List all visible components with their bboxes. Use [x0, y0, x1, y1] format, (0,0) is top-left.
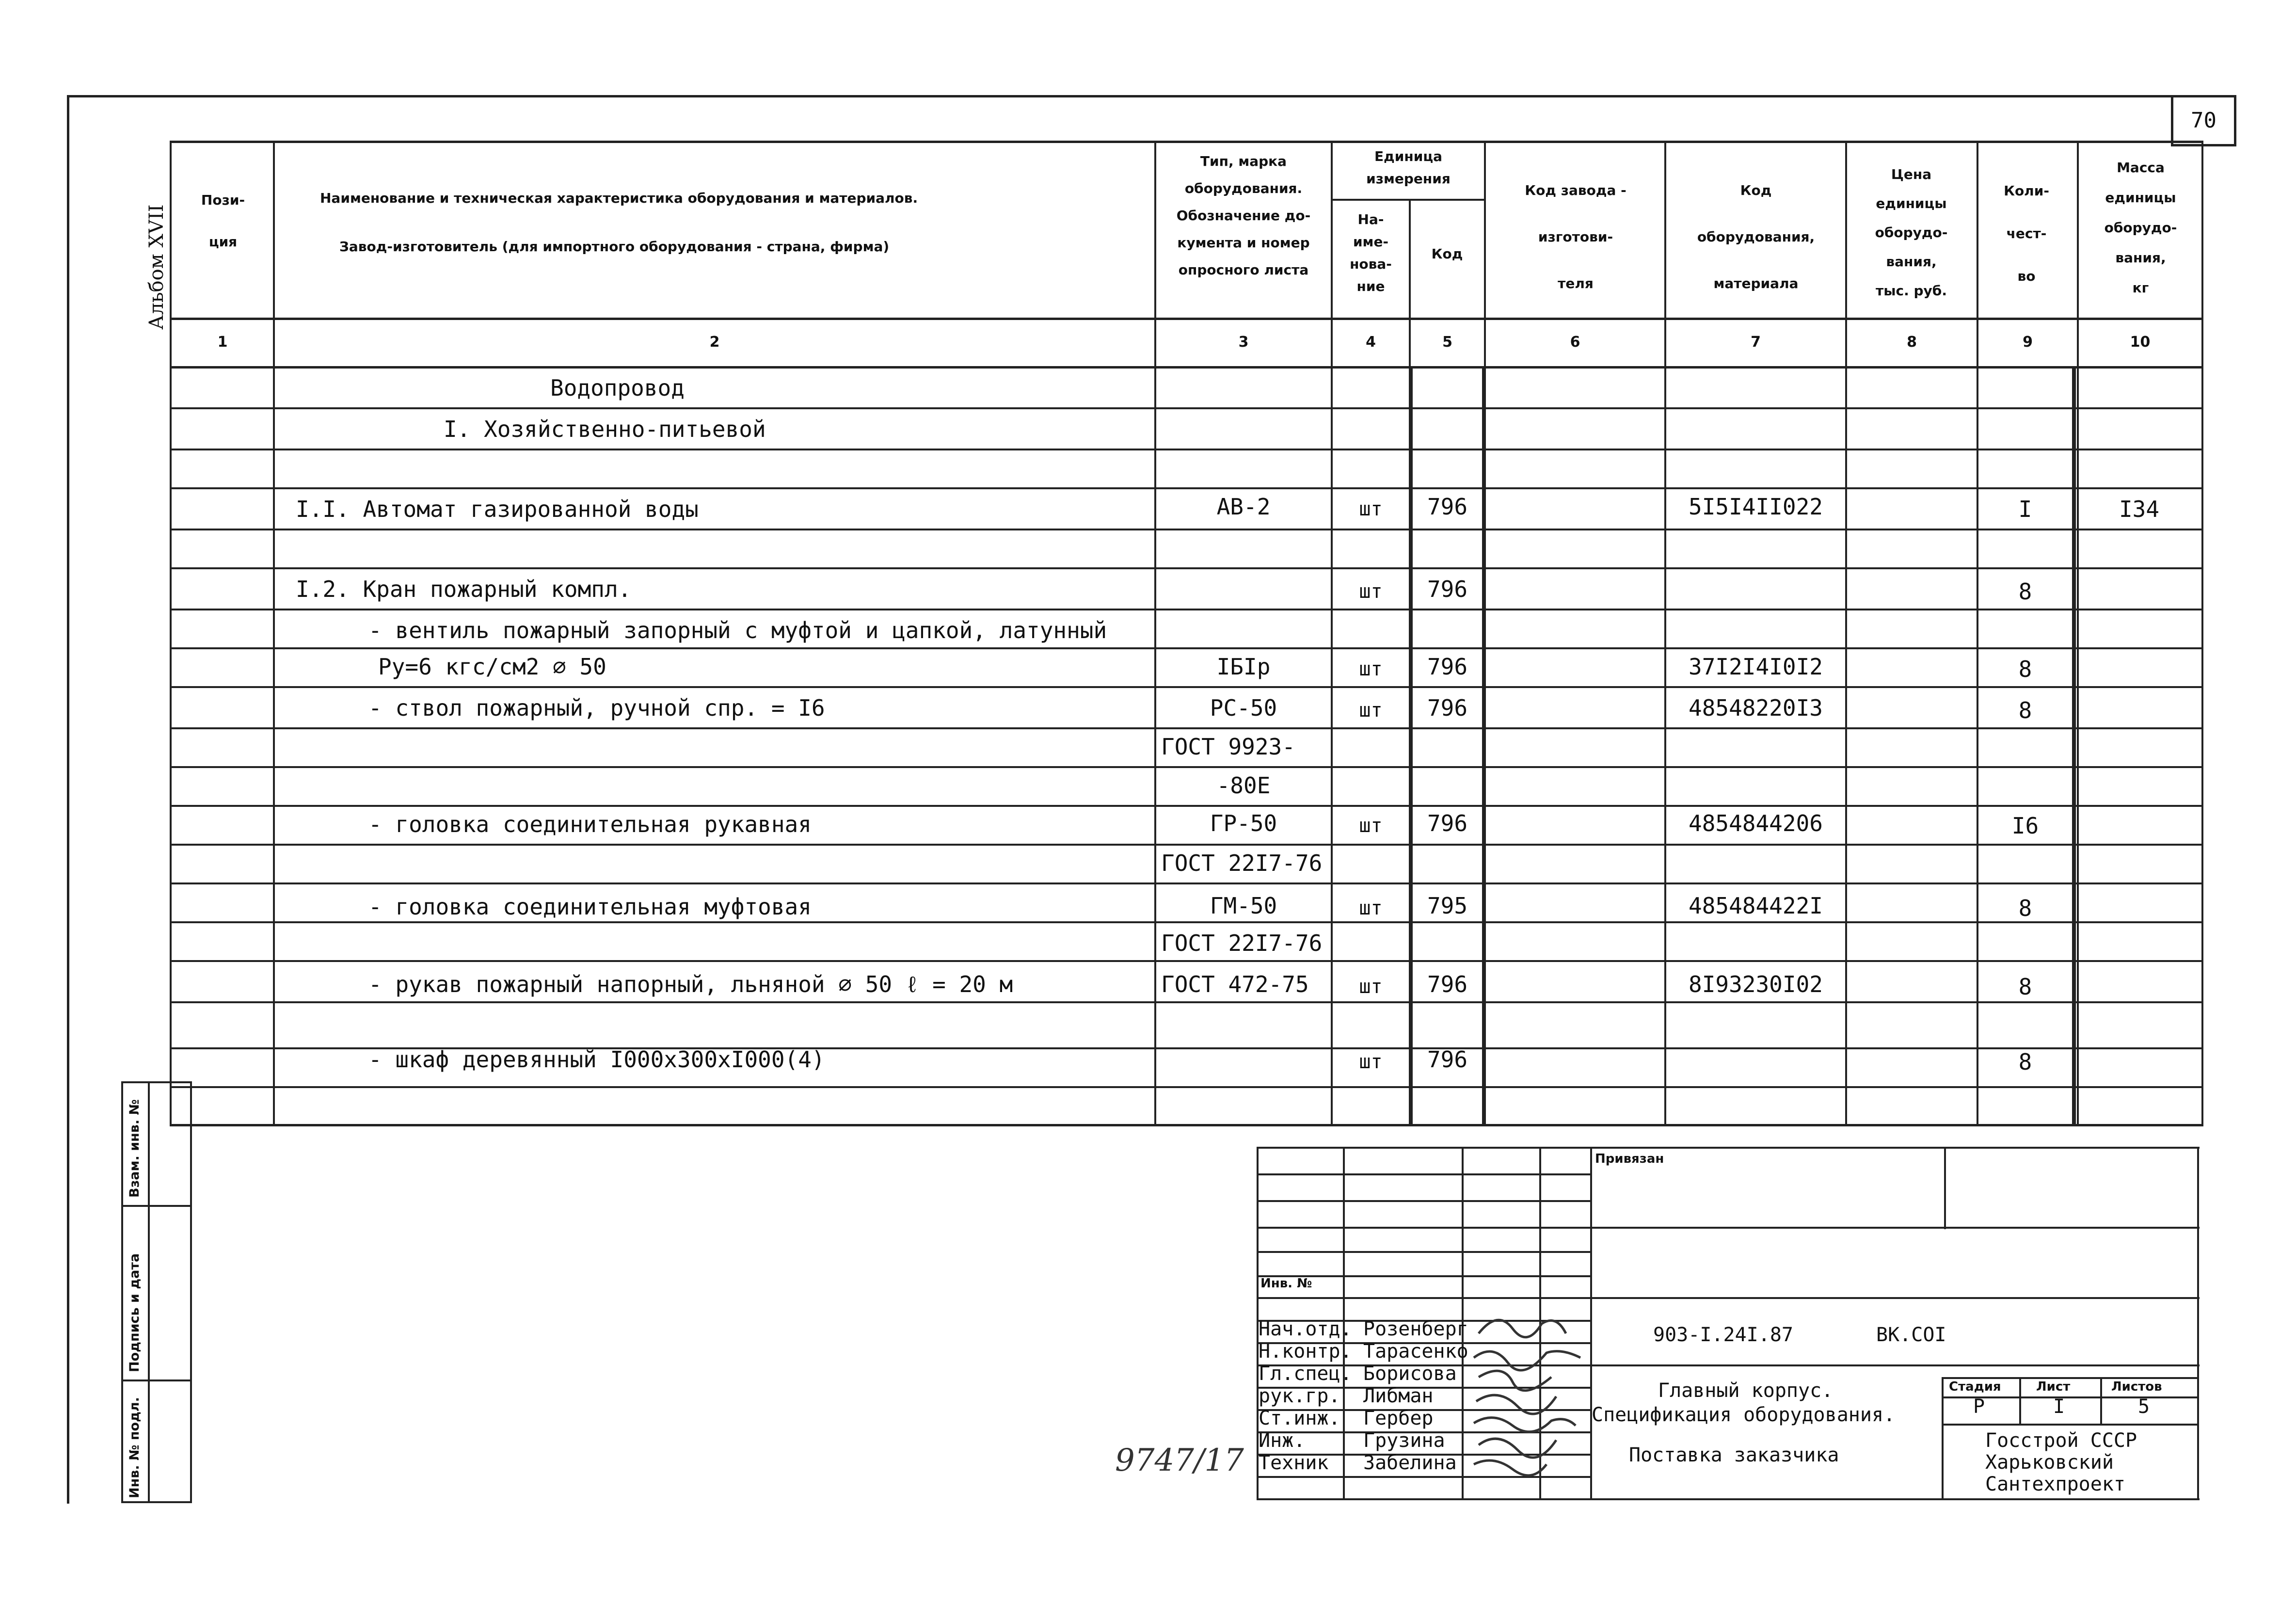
row-line: [170, 407, 2203, 409]
table-row-unit: шт: [1359, 580, 1383, 603]
signer-role: Н.контр.: [1259, 1340, 1352, 1363]
header-col8-line: вания,: [1886, 254, 1937, 270]
col-number: 3: [1238, 334, 1249, 351]
section-title: Водопровод: [550, 375, 685, 401]
col-line-0: [170, 141, 172, 1126]
table-row-type: ГОСТ 9923-: [1161, 734, 1295, 760]
signer-role: рук.гр.: [1259, 1385, 1340, 1407]
table-row-equip-code: 48548220I3: [1689, 695, 1823, 721]
unit-group-line: [1331, 199, 1484, 201]
header-col1: [175, 179, 271, 263]
col-number: 4: [1366, 334, 1376, 351]
table-row-equip-code: 4854844206: [1689, 810, 1823, 836]
table-top-line: [170, 141, 2203, 143]
table-row-name: - рукав пожарный напорный, льняной ⌀ 50 ℓ = 20 м: [368, 971, 1013, 997]
header-col10-line: вания,: [2115, 250, 2166, 266]
table-row-name: - головка соединительная рукавная: [368, 811, 812, 837]
table-row-name: Ру=6 кгс/см2 ⌀ 50: [378, 654, 606, 680]
header-col3-line: опросного листа: [1178, 262, 1309, 278]
stamp-line: [1257, 1200, 1591, 1202]
stamp-line: [1257, 1251, 1591, 1253]
table-bottom-line: [170, 1124, 2203, 1126]
header-col10: [2079, 153, 2202, 303]
table-row-name: - шкаф деревянный I000х300хI000(4): [368, 1046, 825, 1073]
table-row-equip-code: 5I5I4II022: [1689, 494, 1823, 520]
table-row-code: 796: [1427, 810, 1468, 836]
header-col6-line: Код завода -: [1525, 182, 1626, 198]
table-row-equip-code: 8I93230I02: [1689, 971, 1823, 997]
side-strip-line: [148, 1081, 150, 1503]
side-label-replace: Взам. инв. №: [127, 1099, 142, 1198]
table-row-code: 796: [1427, 971, 1468, 997]
signer-role: Гл.спец.: [1259, 1363, 1352, 1385]
table-row-name: - вентиль пожарный запорный с муфтой и цапкой, латунный: [368, 617, 1107, 643]
table-row-type: IБIр: [1216, 654, 1271, 680]
header-col3-line: оборудования.: [1184, 180, 1303, 196]
stamp-line: [1257, 1227, 2200, 1229]
header-col8-line: единицы: [1876, 195, 1947, 211]
stamp-line: [2100, 1377, 2102, 1424]
header-col8: [1847, 160, 1976, 305]
row-line: [170, 609, 2203, 610]
side-strip-line: [121, 1081, 123, 1503]
table-row-unit: шт: [1359, 658, 1383, 680]
side-strip-line: [121, 1205, 191, 1207]
stamp-line: [2197, 1147, 2199, 1498]
row-line: [170, 805, 2203, 807]
row-line: [170, 686, 2203, 688]
header-col10-line: кг: [2132, 280, 2149, 296]
col5-bold-right: [1482, 366, 1486, 1126]
side-strip-line: [190, 1081, 192, 1503]
side-label-inv: Инв. № подл.: [127, 1397, 142, 1498]
stamp-line: [1257, 1173, 1591, 1175]
signatures-image: [1469, 1304, 1595, 1498]
col-line-1: [273, 141, 275, 1126]
bound-label: Привязан: [1595, 1152, 1664, 1166]
row-line: [170, 921, 2203, 923]
org-line-2: Харьковский: [1985, 1451, 2114, 1474]
col-number: 2: [709, 334, 720, 351]
signer-name: Борисова: [1363, 1363, 1457, 1385]
table-row-type: ГМ-50: [1210, 893, 1277, 919]
header-col9: [1978, 170, 2075, 298]
table-row-qty: 8: [2018, 974, 2032, 1000]
table-row-qty: 8: [2018, 578, 2032, 605]
stamp-line: [1257, 1498, 2200, 1500]
inv-label: Инв. №: [1260, 1276, 1312, 1291]
stamp-line: [1942, 1424, 2199, 1426]
header-col4-line: ние: [1356, 278, 1385, 294]
col5-bold-left: [1409, 366, 1413, 1126]
col-line-2: [1154, 141, 1156, 1126]
table-row-type: АВ-2: [1216, 494, 1271, 520]
header-bottom-line: [170, 318, 2203, 320]
stamp-line: [2019, 1377, 2021, 1424]
table-row-qty: 8: [2018, 697, 2032, 723]
col9-bold-right: [2072, 366, 2076, 1126]
header-col4-line: На-: [1357, 211, 1384, 227]
side-strip-line: [121, 1501, 191, 1503]
stage-label: Стадия: [1949, 1379, 2001, 1394]
table-row-code: 796: [1427, 494, 1468, 520]
header-col9-line: Коли-: [2004, 183, 2049, 199]
header-col10-line: Масса: [2117, 160, 2165, 176]
signer-name: Грузина: [1363, 1429, 1445, 1452]
header-col4-line: име-: [1353, 234, 1389, 250]
header-col3-line: кумента и номер: [1177, 235, 1310, 251]
col-number: 5: [1442, 334, 1452, 351]
table-row-name: I.I. Автомат газированной воды: [296, 496, 699, 522]
signer-name: Гербер: [1363, 1407, 1434, 1429]
title-line-2: Спецификация оборудования.: [1592, 1404, 1896, 1426]
table-row-code: 795: [1427, 893, 1468, 919]
row-line: [170, 1086, 2203, 1088]
table-row-mass: I34: [2119, 496, 2160, 522]
stage-value: Р: [1973, 1395, 1985, 1418]
stamp-line: [1942, 1377, 2199, 1379]
table-row-equip-code: 485484422I: [1689, 893, 1823, 919]
header-col8-line: тыс. руб.: [1875, 283, 1947, 299]
col-number: 7: [1751, 334, 1761, 351]
row-line: [170, 844, 2203, 846]
signer-name: Забелина: [1363, 1452, 1457, 1474]
table-row-type: -80Е: [1216, 772, 1271, 799]
row-line: [170, 647, 2203, 649]
col-number: 1: [217, 334, 228, 351]
side-label-sign: Подпись и дата: [127, 1253, 142, 1372]
header-col6: [1486, 167, 1665, 307]
table-row-unit: шт: [1359, 897, 1383, 919]
row-line: [170, 766, 2203, 768]
header-col2-line1: Наименование и техническая характеристика оборудования и материалов.: [320, 190, 918, 206]
stamp-line: [1257, 1297, 2200, 1299]
numbers-bottom-line: [170, 366, 2203, 369]
table-row-qty: 8: [2018, 1049, 2032, 1075]
table-row-unit: шт: [1359, 699, 1383, 722]
header-col7-line: материала: [1713, 275, 1799, 291]
side-strip-line: [121, 1081, 191, 1083]
signer-role: Ст.инж.: [1259, 1407, 1340, 1429]
table-row-type: ГР-50: [1210, 810, 1277, 836]
table-row-unit: шт: [1359, 976, 1383, 998]
col-number: 8: [1907, 334, 1917, 351]
album-label: Альбом XVII: [145, 204, 168, 330]
stamp-line: [1942, 1377, 1944, 1498]
table-row-name: I.2. Кран пожарный компл.: [296, 576, 632, 602]
table-row-type: РС-50: [1210, 695, 1277, 721]
table-row-equip-code: 37I2I4I0I2: [1689, 654, 1823, 680]
sheets-label: Листов: [2111, 1379, 2162, 1394]
row-line: [170, 449, 2203, 450]
table-row-code: 796: [1427, 1046, 1468, 1073]
header-col3-line: Тип, марка: [1200, 153, 1287, 169]
signer-role: Инж.: [1259, 1429, 1306, 1452]
header-col8-line: оборудо-: [1875, 225, 1948, 241]
header-unit-group-line: измерения: [1366, 171, 1451, 187]
table-row-type: ГОСТ 22I7-76: [1161, 930, 1323, 956]
table-row-name: - ствол пожарный, ручной спр. = I6: [368, 695, 825, 721]
header-col10-line: оборудо-: [2104, 220, 2177, 236]
table-row-unit: шт: [1359, 498, 1383, 520]
signer-role: Нач.отд.: [1259, 1318, 1352, 1340]
stamp-line: [1944, 1147, 1946, 1229]
header-col7-line: оборудования,: [1697, 229, 1815, 245]
row-line: [170, 567, 2203, 569]
row-line: [170, 529, 2203, 530]
side-strip-line: [121, 1379, 191, 1381]
col-number: 9: [2023, 334, 2033, 351]
doc-mark: ВК.СОI: [1876, 1324, 1946, 1346]
sheet-label: Лист: [2036, 1379, 2071, 1394]
col-number: 6: [1570, 334, 1580, 351]
title-line-3: Поставка заказчика: [1629, 1444, 1839, 1466]
header-col3: [1156, 148, 1331, 284]
header-col9-line: во: [2017, 268, 2036, 284]
row-line: [170, 882, 2203, 884]
header-col2-line2: Завод-изготовитель (для импортного оборудования - страна, фирма): [339, 239, 890, 255]
sheet-number: 70: [2191, 108, 2216, 133]
header-col7: [1666, 167, 1846, 307]
table-row-code: 796: [1427, 695, 1468, 721]
table-row-type: ГОСТ 22I7-76: [1161, 850, 1323, 876]
header-col1-line: Пози-: [201, 192, 245, 208]
header-col4-line: нова-: [1350, 256, 1392, 272]
table-row-code: 796: [1427, 576, 1468, 602]
table-row-qty: 8: [2018, 895, 2032, 921]
stamp-line: [1257, 1147, 2200, 1149]
row-line: [170, 727, 2203, 729]
row-line: [170, 487, 2203, 489]
handwritten-note: 9747/17: [1115, 1443, 1244, 1478]
table-row-qty: I6: [2011, 813, 2039, 839]
org-line-3: Сантехпроект: [1985, 1473, 2125, 1495]
table-row-qty: I: [2018, 496, 2032, 522]
header-col5: Код: [1431, 246, 1463, 262]
header-col8-line: Цена: [1891, 166, 1932, 182]
org-line-1: Госстрой СССР: [1985, 1429, 2137, 1452]
table-row-unit: шт: [1359, 1051, 1383, 1073]
signer-name: Либман: [1363, 1385, 1434, 1407]
header-unit-group: [1333, 145, 1483, 190]
header-col7-line: Код: [1740, 182, 1772, 198]
subsection-title: I. Хозяйственно-питьевой: [444, 416, 766, 442]
sheets-value: 5: [2138, 1395, 2150, 1418]
col-number: 10: [2130, 334, 2151, 351]
header-col3-line: Обозначение до-: [1176, 208, 1311, 224]
table-row-qty: 8: [2018, 656, 2032, 682]
header-col6-line: изготови-: [1538, 229, 1613, 245]
sheet-value: I: [2053, 1395, 2065, 1418]
signer-role: Техник: [1259, 1452, 1329, 1474]
table-row-name: - головка соединительная муфтовая: [368, 894, 812, 920]
drawing-frame: [67, 95, 2236, 1504]
header-col1-line: ция: [208, 234, 238, 250]
title-line-1: Главный корпус.: [1658, 1379, 1834, 1402]
table-row-unit: шт: [1359, 815, 1383, 837]
header-col6-line: теля: [1558, 275, 1594, 291]
table-row-type: ГОСТ 472-75: [1161, 971, 1309, 997]
header-unit-group-line: Единица: [1374, 148, 1442, 164]
doc-code: 903-I.24I.87: [1653, 1324, 1793, 1346]
header-col10-line: единицы: [2105, 190, 2176, 206]
table-row-code: 796: [1427, 654, 1468, 680]
signer-name: Розенберг: [1363, 1318, 1468, 1340]
header-col9-line: чест-: [2006, 225, 2047, 241]
row-line: [170, 960, 2203, 962]
sheet-number-box: [2171, 95, 2236, 146]
header-col4: [1333, 209, 1408, 298]
row-line: [170, 1001, 2203, 1003]
signer-name: Тарасенко: [1363, 1340, 1468, 1363]
